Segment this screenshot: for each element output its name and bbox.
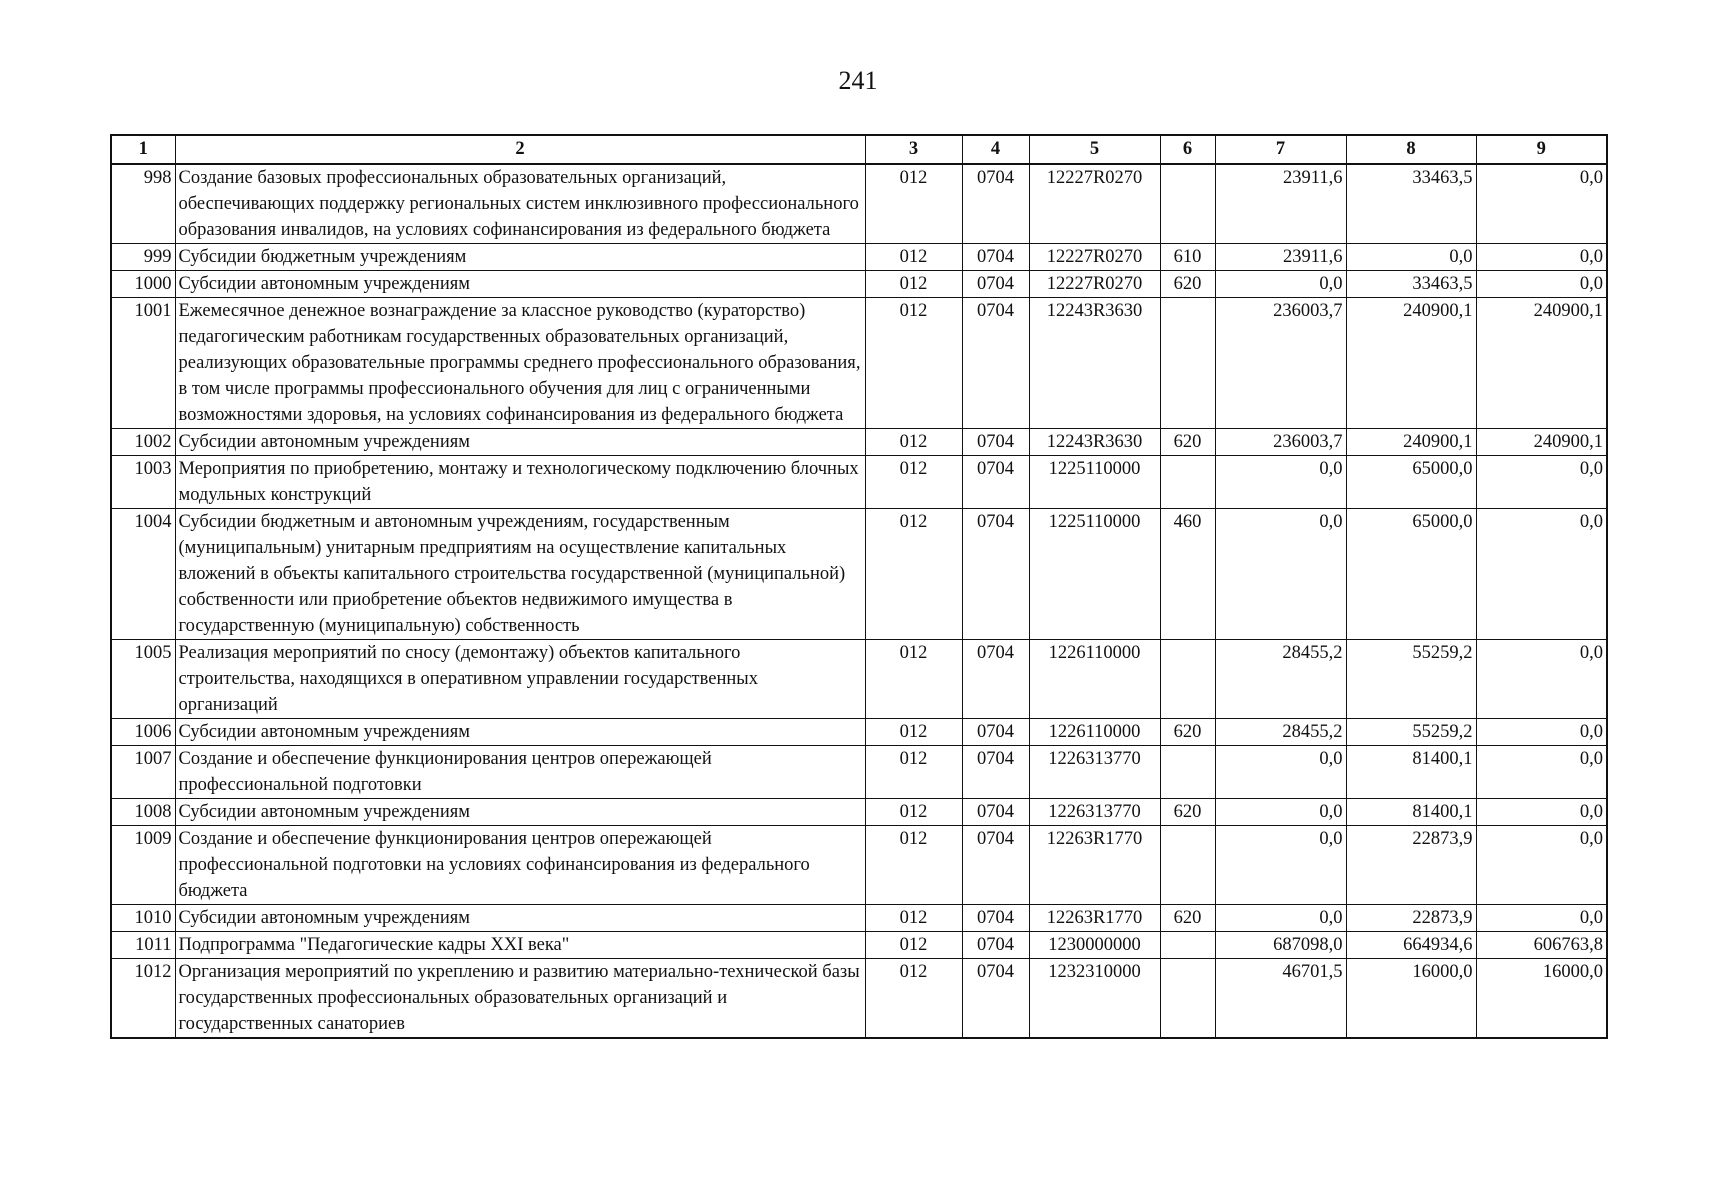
amount-col9: 0,0 <box>1476 456 1607 509</box>
expense-type-code <box>1160 164 1215 244</box>
header-cell: 4 <box>962 135 1029 164</box>
row-description: Подпрограмма "Педагогические кадры XXI века" <box>175 932 865 959</box>
section-code: 0704 <box>962 799 1029 826</box>
target-article-code: 12263R1770 <box>1029 826 1160 905</box>
table-row <box>111 244 1607 271</box>
ministry-code: 012 <box>865 509 962 640</box>
amount-col7: 236003,7 <box>1215 429 1346 456</box>
row-description: Субсидии бюджетным и автономным учреждениям, государственным (муниципальным) унитарным предприятиям на осуществление капитальных вложений в объекты капитального строительства государственной (муниципальной) собственности или приобретение объектов недвижимого имущества в государственную (муниципальную) собственность <box>175 509 865 640</box>
table-row <box>111 932 1607 959</box>
row-description: Мероприятия по приобретению, монтажу и технологическому подключению блочных модульных конструкций <box>175 456 865 509</box>
row-number: 998 <box>111 164 175 244</box>
amount-col7: 0,0 <box>1215 509 1346 640</box>
row-number: 1012 <box>111 959 175 1039</box>
row-description: Ежемесячное денежное вознаграждение за классное руководство (кураторство) педагогическим работникам государственных образовательных организаций, реализующих образовательные программы среднего профессионального образования, в том числе программы профессионального обучения для лиц с ограниченными возможностями здоровья, на условиях софинансирования из федерального бюджета <box>175 298 865 429</box>
target-article-code: 1226313770 <box>1029 799 1160 826</box>
amount-col9: 606763,8 <box>1476 932 1607 959</box>
target-article-code: 1226313770 <box>1029 746 1160 799</box>
amount-col8: 55259,2 <box>1346 640 1476 719</box>
row-number: 1001 <box>111 298 175 429</box>
amount-col9: 0,0 <box>1476 244 1607 271</box>
row-description: Субсидии бюджетным учреждениям <box>175 244 865 271</box>
row-description: Субсидии автономным учреждениям <box>175 719 865 746</box>
ministry-code: 012 <box>865 244 962 271</box>
header-row <box>111 135 1607 164</box>
section-code: 0704 <box>962 456 1029 509</box>
table-row <box>111 271 1607 298</box>
row-description: Создание базовых профессиональных образовательных организаций, обеспечивающих поддержку региональных систем инклюзивного профессионального образования инвалидов, на условиях софинансирования из федерального бюджета <box>175 164 865 244</box>
row-number: 999 <box>111 244 175 271</box>
row-description: Субсидии автономным учреждениям <box>175 271 865 298</box>
amount-col8: 22873,9 <box>1346 826 1476 905</box>
target-article-code: 1230000000 <box>1029 932 1160 959</box>
table-row <box>111 799 1607 826</box>
row-number: 1000 <box>111 271 175 298</box>
table-row <box>111 298 1607 429</box>
expense-type-code <box>1160 746 1215 799</box>
table-row <box>111 746 1607 799</box>
amount-col7: 28455,2 <box>1215 719 1346 746</box>
amount-col7: 0,0 <box>1215 746 1346 799</box>
amount-col9: 0,0 <box>1476 746 1607 799</box>
expense-type-code: 620 <box>1160 719 1215 746</box>
header-cell: 5 <box>1029 135 1160 164</box>
amount-col7: 0,0 <box>1215 905 1346 932</box>
ministry-code: 012 <box>865 164 962 244</box>
expense-type-code: 610 <box>1160 244 1215 271</box>
amount-col9: 0,0 <box>1476 271 1607 298</box>
header-cell: 9 <box>1476 135 1607 164</box>
header-cell: 6 <box>1160 135 1215 164</box>
table-row <box>111 826 1607 905</box>
amount-col7: 0,0 <box>1215 271 1346 298</box>
row-number: 1008 <box>111 799 175 826</box>
amount-col8: 16000,0 <box>1346 959 1476 1039</box>
expense-type-code: 620 <box>1160 271 1215 298</box>
ministry-code: 012 <box>865 826 962 905</box>
ministry-code: 012 <box>865 905 962 932</box>
table-row <box>111 456 1607 509</box>
section-code: 0704 <box>962 959 1029 1039</box>
target-article-code: 12227R0270 <box>1029 164 1160 244</box>
header-cell: 1 <box>111 135 175 164</box>
amount-col8: 240900,1 <box>1346 429 1476 456</box>
amount-col9: 16000,0 <box>1476 959 1607 1039</box>
section-code: 0704 <box>962 746 1029 799</box>
ministry-code: 012 <box>865 640 962 719</box>
expense-type-code: 620 <box>1160 429 1215 456</box>
amount-col7: 687098,0 <box>1215 932 1346 959</box>
target-article-code: 12243R3630 <box>1029 429 1160 456</box>
budget-table <box>110 134 1608 1039</box>
expense-type-code: 620 <box>1160 905 1215 932</box>
amount-col9: 0,0 <box>1476 719 1607 746</box>
amount-col8: 33463,5 <box>1346 271 1476 298</box>
row-description: Создание и обеспечение функционирования центров опережающей профессиональной подготовки на условиях софинансирования из федерального бюджета <box>175 826 865 905</box>
amount-col8: 65000,0 <box>1346 456 1476 509</box>
target-article-code: 1232310000 <box>1029 959 1160 1039</box>
table-row <box>111 509 1607 640</box>
section-code: 0704 <box>962 271 1029 298</box>
amount-col7: 23911,6 <box>1215 244 1346 271</box>
table-row <box>111 164 1607 244</box>
amount-col8: 65000,0 <box>1346 509 1476 640</box>
row-number: 1011 <box>111 932 175 959</box>
header-cell: 3 <box>865 135 962 164</box>
target-article-code: 1225110000 <box>1029 509 1160 640</box>
row-description: Субсидии автономным учреждениям <box>175 905 865 932</box>
ministry-code: 012 <box>865 959 962 1039</box>
section-code: 0704 <box>962 719 1029 746</box>
ministry-code: 012 <box>865 271 962 298</box>
amount-col7: 46701,5 <box>1215 959 1346 1039</box>
table-row <box>111 640 1607 719</box>
section-code: 0704 <box>962 640 1029 719</box>
ministry-code: 012 <box>865 932 962 959</box>
table-row <box>111 905 1607 932</box>
amount-col8: 81400,1 <box>1346 746 1476 799</box>
ministry-code: 012 <box>865 746 962 799</box>
expense-type-code <box>1160 826 1215 905</box>
target-article-code: 12263R1770 <box>1029 905 1160 932</box>
row-number: 1007 <box>111 746 175 799</box>
amount-col8: 664934,6 <box>1346 932 1476 959</box>
row-description: Создание и обеспечение функционирования центров опережающей профессиональной подготовки <box>175 746 865 799</box>
header-cell: 7 <box>1215 135 1346 164</box>
row-number: 1003 <box>111 456 175 509</box>
header-cell: 2 <box>175 135 865 164</box>
target-article-code: 12227R0270 <box>1029 271 1160 298</box>
section-code: 0704 <box>962 298 1029 429</box>
row-number: 1010 <box>111 905 175 932</box>
expense-type-code <box>1160 640 1215 719</box>
ministry-code: 012 <box>865 298 962 429</box>
amount-col8: 22873,9 <box>1346 905 1476 932</box>
target-article-code: 1226110000 <box>1029 719 1160 746</box>
row-number: 1005 <box>111 640 175 719</box>
section-code: 0704 <box>962 244 1029 271</box>
expense-type-code: 620 <box>1160 799 1215 826</box>
section-code: 0704 <box>962 429 1029 456</box>
section-code: 0704 <box>962 932 1029 959</box>
amount-col8: 81400,1 <box>1346 799 1476 826</box>
table-row <box>111 429 1607 456</box>
row-description: Субсидии автономным учреждениям <box>175 429 865 456</box>
row-description: Субсидии автономным учреждениям <box>175 799 865 826</box>
ministry-code: 012 <box>865 719 962 746</box>
amount-col7: 28455,2 <box>1215 640 1346 719</box>
section-code: 0704 <box>962 509 1029 640</box>
row-description: Реализация мероприятий по сносу (демонтажу) объектов капитального строительства, находящихся в оперативном управлении государственных организаций <box>175 640 865 719</box>
row-number: 1004 <box>111 509 175 640</box>
page-number: 241 <box>838 66 878 95</box>
table-row <box>111 959 1607 1039</box>
target-article-code: 12227R0270 <box>1029 244 1160 271</box>
expense-type-code <box>1160 959 1215 1039</box>
ministry-code: 012 <box>865 799 962 826</box>
expense-type-code <box>1160 298 1215 429</box>
amount-col7: 23911,6 <box>1215 164 1346 244</box>
row-number: 1009 <box>111 826 175 905</box>
amount-col7: 0,0 <box>1215 456 1346 509</box>
amount-col7: 0,0 <box>1215 799 1346 826</box>
amount-col9: 0,0 <box>1476 640 1607 719</box>
row-number: 1002 <box>111 429 175 456</box>
target-article-code: 1226110000 <box>1029 640 1160 719</box>
amount-col9: 240900,1 <box>1476 298 1607 429</box>
amount-col9: 0,0 <box>1476 905 1607 932</box>
section-code: 0704 <box>962 164 1029 244</box>
ministry-code: 012 <box>865 456 962 509</box>
row-description: Организация мероприятий по укреплению и развитию материально-технической базы государственных профессиональных образовательных организаций и государственных санаториев <box>175 959 865 1039</box>
section-code: 0704 <box>962 826 1029 905</box>
expense-type-code <box>1160 932 1215 959</box>
target-article-code: 1225110000 <box>1029 456 1160 509</box>
expense-type-code <box>1160 456 1215 509</box>
amount-col8: 55259,2 <box>1346 719 1476 746</box>
amount-col9: 0,0 <box>1476 826 1607 905</box>
amount-col9: 0,0 <box>1476 799 1607 826</box>
section-code: 0704 <box>962 905 1029 932</box>
amount-col8: 0,0 <box>1346 244 1476 271</box>
amount-col9: 0,0 <box>1476 509 1607 640</box>
amount-col7: 0,0 <box>1215 826 1346 905</box>
expense-type-code: 460 <box>1160 509 1215 640</box>
ministry-code: 012 <box>865 429 962 456</box>
target-article-code: 12243R3630 <box>1029 298 1160 429</box>
amount-col8: 240900,1 <box>1346 298 1476 429</box>
amount-col9: 0,0 <box>1476 164 1607 244</box>
row-number: 1006 <box>111 719 175 746</box>
amount-col7: 236003,7 <box>1215 298 1346 429</box>
amount-col9: 240900,1 <box>1476 429 1607 456</box>
table-row <box>111 719 1607 746</box>
header-cell: 8 <box>1346 135 1476 164</box>
amount-col8: 33463,5 <box>1346 164 1476 244</box>
